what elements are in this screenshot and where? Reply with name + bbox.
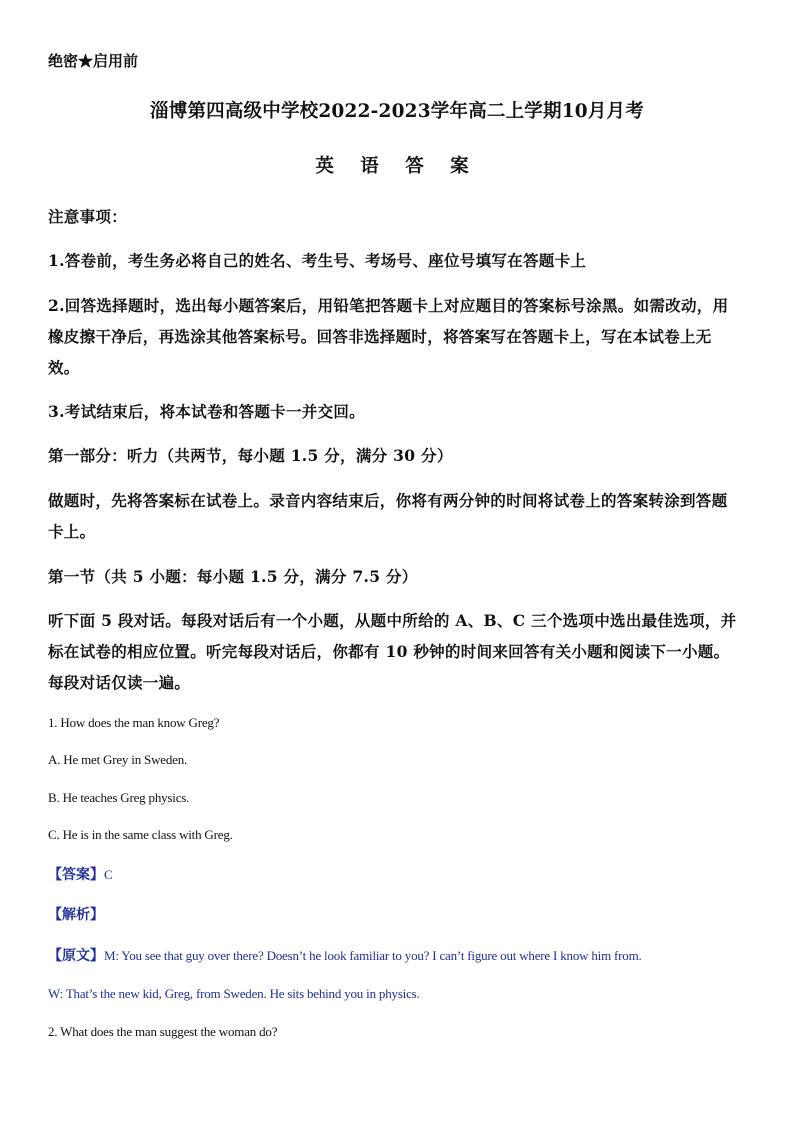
answer-value: C [104, 867, 113, 882]
notes-item-1: 1.答卷前，考生务必将自己的姓名、考生号、考场号、座位号填写在答题卡上 [48, 251, 587, 270]
transcript-line-2: W: That’s the new kid, Greg, from Sweden. He sits behind you in physics. [48, 986, 420, 1001]
transcript-label: 【原文】 [48, 948, 104, 964]
part1-instruction-line-2: 卡上。 [48, 522, 96, 541]
notes-item-3: 3.考试结束后，将本试卷和答题卡一并交回。 [48, 402, 365, 421]
part1-instruction-line-1: 做题时，先将答案标在试卷上。录音内容结束后，你将有两分钟的时间将试卷上的答案转涂到答题 [48, 491, 728, 510]
answer-row [48, 864, 112, 884]
section1-instruction-line-3: 每段对话仅读一遍。 [48, 673, 191, 692]
part1-heading: 第一部分：听力（共两节，每小题 1.5 分，满分 30 分） [48, 446, 453, 465]
notes-item-2-line-1: 2.回答选择题时，选出每小题答案后，用铅笔把答题卡上对应题目的答案标号涂黑。如需改动，用 [48, 296, 729, 315]
transcript-line-1: M: You see that guy over there? Doesn’t he look familiar to you? I can’t figure out where I know him from. [104, 948, 642, 963]
analysis-label: 【解析】 [48, 907, 104, 923]
notes-heading: 注意事项： [48, 207, 128, 226]
section1-instruction-line-1: 听下面 5 段对话。每段对话后有一个小题，从题中所给的 A、B、C 三个选项中选出最佳选项，并 [48, 611, 737, 630]
secret-mark: 绝密★启用前 [48, 52, 139, 70]
exam-title: 淄博第四高级中学校2022-2023学年高二上学期10月月考 [150, 101, 644, 122]
question-1-option-a: A. He met Grey in Sweden. [48, 752, 188, 767]
section1-heading: 第一节（共 5 小题：每小题 1.5 分，满分 7.5 分） [48, 567, 418, 586]
question-1-option-b: B. He teaches Greg physics. [48, 790, 190, 805]
transcript-row [48, 945, 642, 965]
section1-instruction-line-2: 标在试卷的相应位置。听完每段对话后，你都有 10 秒钟的时间来回答有关小题和阅读下一小题。 [48, 642, 730, 661]
exam-subtitle: 英 语 答 案 [315, 156, 479, 177]
notes-item-2-line-2: 橡皮擦干净后，再选涂其他答案标号。回答非选择题时，将答案写在答题卡上，写在本试卷上无 [48, 327, 712, 346]
question-1-option-c: C. He is in the same class with Greg. [48, 827, 233, 842]
answer-label: 【答案】 [48, 867, 104, 883]
question-2-stem: 2. What does the man suggest the woman do? [48, 1024, 278, 1039]
question-1-stem: 1. How does the man know Greg? [48, 715, 220, 730]
notes-item-2-line-3: 效。 [48, 358, 80, 377]
